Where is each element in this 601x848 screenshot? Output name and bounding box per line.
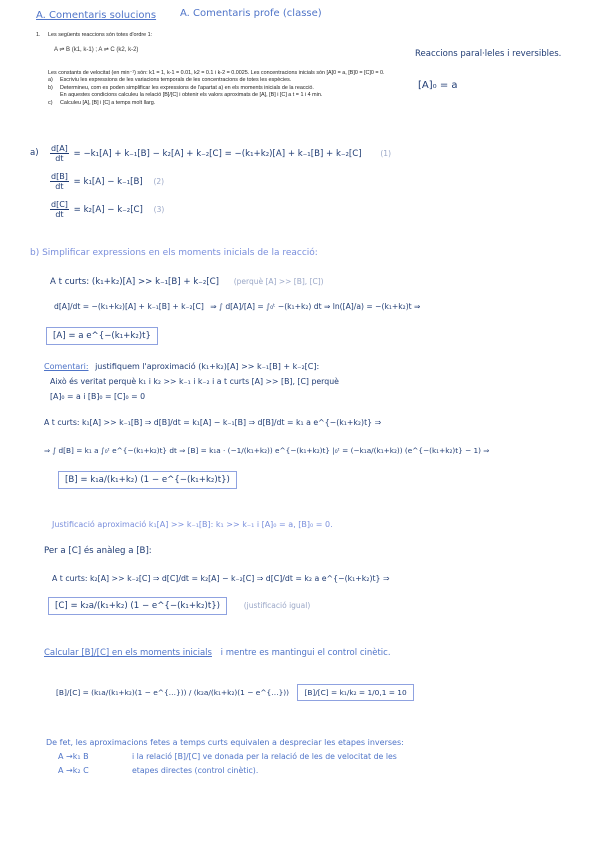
item-a-text: Escriviu les expressions de les variacions temporals de les concentracions de totes les espècies. — [60, 77, 292, 84]
result-C-box: [C] = k₂a/(k₁+k₂) (1 − e^{−(k₁+k₂)t}) — [48, 597, 227, 615]
ratio-cont: i mentre es mantingui el control cinètic. — [220, 648, 391, 658]
c-short: A t curts: k₂[A] >> k₋₂[C] ⇒ d[C]/dt = k₂[A] − k₋₂[C] ⇒ d[C]/dt = k₂ a e^{−(k₁+k₂)t} ⇒ — [52, 574, 390, 583]
part-b-title: b) Simplificar expressions en els moments inicials de la reacció: — [30, 248, 318, 258]
ratio-title: Calcular [B]/[C] en els moments inicials — [44, 648, 212, 658]
eq1-tag: (1) — [380, 149, 391, 158]
problem-item-c — [36, 100, 416, 108]
eq2-rhs: = k₁[A] − k₋₁[B] — [73, 177, 143, 187]
item-c-text: Calculeu [A], [B] i [C] a temps molt llarg. — [60, 99, 156, 106]
ratio-result-box: [B]/[C] = k₁/k₂ = 1/0,1 = 10 — [297, 684, 413, 701]
eq2-tag: (2) — [153, 177, 165, 186]
problem-intro — [36, 32, 416, 40]
result-C-row — [48, 601, 310, 611]
comment-line-1 — [44, 362, 319, 371]
eq2-num: d[B] — [51, 172, 68, 181]
final-A-B: A →k₁ B — [58, 752, 89, 761]
c-intro: Per a [C] és anàleg a [B]: — [44, 546, 152, 556]
eq1-rhs: = −k₁[A] + k₋₁[B] − k₂[A] + k₋₂[C] = −(k₁+k₂)[A] + k₋₁[B] + k₋₂[C] — [73, 149, 362, 159]
b-integral-B: ⇒ ∫ d[B] = k₁ a ∫₀ᵗ e^{−(k₁+k₂)t} dt ⇒ [B] = k₁a · (−1/(k₁+k₂)) e^{−(k₁+k₂)t} |₀ᵗ = (−k₁a/(k₁+k₂)) (e^{−(k₁+k₂)t} − 1) ⇒ — [44, 446, 490, 455]
final-line-2: i la relació [B]/[C] ve donada per la relació de les de velocitat de les — [132, 752, 397, 761]
eq2-den: dt — [55, 182, 64, 191]
eq1-lhs — [50, 144, 69, 163]
eq-dC — [48, 200, 164, 219]
final-A-C: A →k₂ C — [58, 766, 89, 775]
header-right-title: A. Comentaris profe (classe) — [180, 8, 322, 19]
problem-number: 1. — [36, 32, 41, 38]
b-short-times — [50, 277, 324, 287]
problem-item-b2 — [36, 92, 416, 100]
final-line-3: etapes directes (control cinètic). — [132, 766, 259, 775]
side-note-initial: [A]₀ = a — [418, 80, 458, 91]
item-b2-text: En aquestes condicions calculeu la relació [B]/[C] i obtenir els valors aproximats de [A], [B] i [C] a t = 1 i 4 min. — [60, 92, 323, 99]
item-c-label: c) — [48, 99, 53, 106]
eq3-lhs — [50, 200, 69, 219]
ratio-title-row — [44, 648, 391, 658]
ratio-eq: [B]/[C] = (k₁a/(k₁+k₂)(1 − e^{…})) / (k₂a/(k₁+k₂)(1 − e^{…})) — [56, 688, 290, 697]
part-a-label: a) — [30, 148, 39, 158]
eq3-num: d[C] — [51, 200, 68, 209]
item-b-label: b) — [48, 84, 53, 91]
eq3-tag: (3) — [153, 205, 165, 214]
eq2-lhs — [50, 172, 69, 191]
b-integral-rhs: ⇒ ∫ d[A]/[A] = ∫₀ᵗ −(k₁+k₂) dt ⇒ ln([A]/a) = −(k₁+k₂)t ⇒ — [210, 302, 421, 311]
side-note: Reaccions paral·leles i reversibles. — [415, 49, 562, 59]
b-integral-A — [54, 302, 420, 311]
justif-B: Justificació aproximació k₁[A] >> k₋₁[B]: k₁ >> k₋₁ i [A]₀ = a, [B]₀ = 0. — [52, 520, 333, 529]
result-A-box: [A] = a e^{−(k₁+k₂)t} — [46, 327, 158, 345]
header-left-title: A. Comentaris solucions — [36, 10, 157, 21]
result-B-box: [B] = k₁a/(k₁+k₂) (1 − e^{−(k₁+k₂)t}) — [58, 471, 237, 489]
reaction-scheme: A ⇌ B (k1, k-1) ; A ⇌ C (k2, k-2) — [54, 47, 139, 53]
b-short-times-note: (perquè [A] >> [B], [C]) — [233, 277, 324, 286]
b-short-B: A t curts: k₁[A] >> k₋₁[B] ⇒ d[B]/dt = k₁[A] − k₋₁[B] ⇒ d[B]/dt = k₁ a e^{−(k₁+k₂)t} ⇒ — [44, 418, 382, 427]
eq-dB — [48, 172, 164, 191]
ratio-eq-row — [56, 688, 414, 697]
comment-label: Comentari: — [44, 362, 89, 371]
eq-dA — [48, 144, 391, 163]
comment-line-2: Això és veritat perquè k₁ i k₂ >> k₋₁ i k₋₂ i a t curts [A] >> [B], [C] perquè — [50, 377, 339, 386]
item-b2-label — [48, 92, 60, 100]
problem-constants: Les constants de velocitat (en min⁻¹) són: k1 = 1, k-1 = 0.01, k2 = 0.1 i k-2 = 0.0025. Les concentracions inicials són [A]0 = a, [B]0 = [C]0 = 0. — [48, 69, 385, 76]
problem-intro-text: Les següents reaccions són totes d'ordre 1: — [48, 32, 153, 38]
final-line-1: De fet, les aproximacions fetes a temps curts equivalen a despreciar les etapes inverses: — [46, 738, 404, 747]
b-short-times-text: A t curts: (k₁+k₂)[A] >> k₋₁[B] + k₋₂[C] — [50, 277, 219, 287]
comment-text: justifiquem l'aproximació (k₁+k₂)[A] >> k₋₁[B] + k₋₂[C]: — [95, 362, 320, 371]
eq3-den: dt — [55, 210, 64, 219]
justif-C: (justificació igual) — [243, 601, 311, 610]
problem-item-b — [36, 85, 416, 93]
item-b-text: Determineu, com es poden simplificar les expressions de l'apartat a) en els moments inicials de la reacció. — [60, 84, 314, 91]
item-a-label: a) — [48, 77, 53, 84]
b-integral-lhs: d[A]/dt = −(k₁+k₂)[A] + k₋₁[B] + k₋₂[C] — [54, 302, 204, 311]
eq3-rhs: = k₂[A] − k₋₂[C] — [73, 205, 143, 215]
problem-item-a — [36, 77, 416, 85]
problem-statement — [36, 32, 416, 108]
comment-line-3: [A]₀ = a i [B]₀ = [C]₀ = 0 — [50, 392, 146, 401]
scheme-space — [36, 40, 416, 70]
eq1-num: d[A] — [51, 144, 68, 153]
eq1-den: dt — [55, 154, 64, 163]
